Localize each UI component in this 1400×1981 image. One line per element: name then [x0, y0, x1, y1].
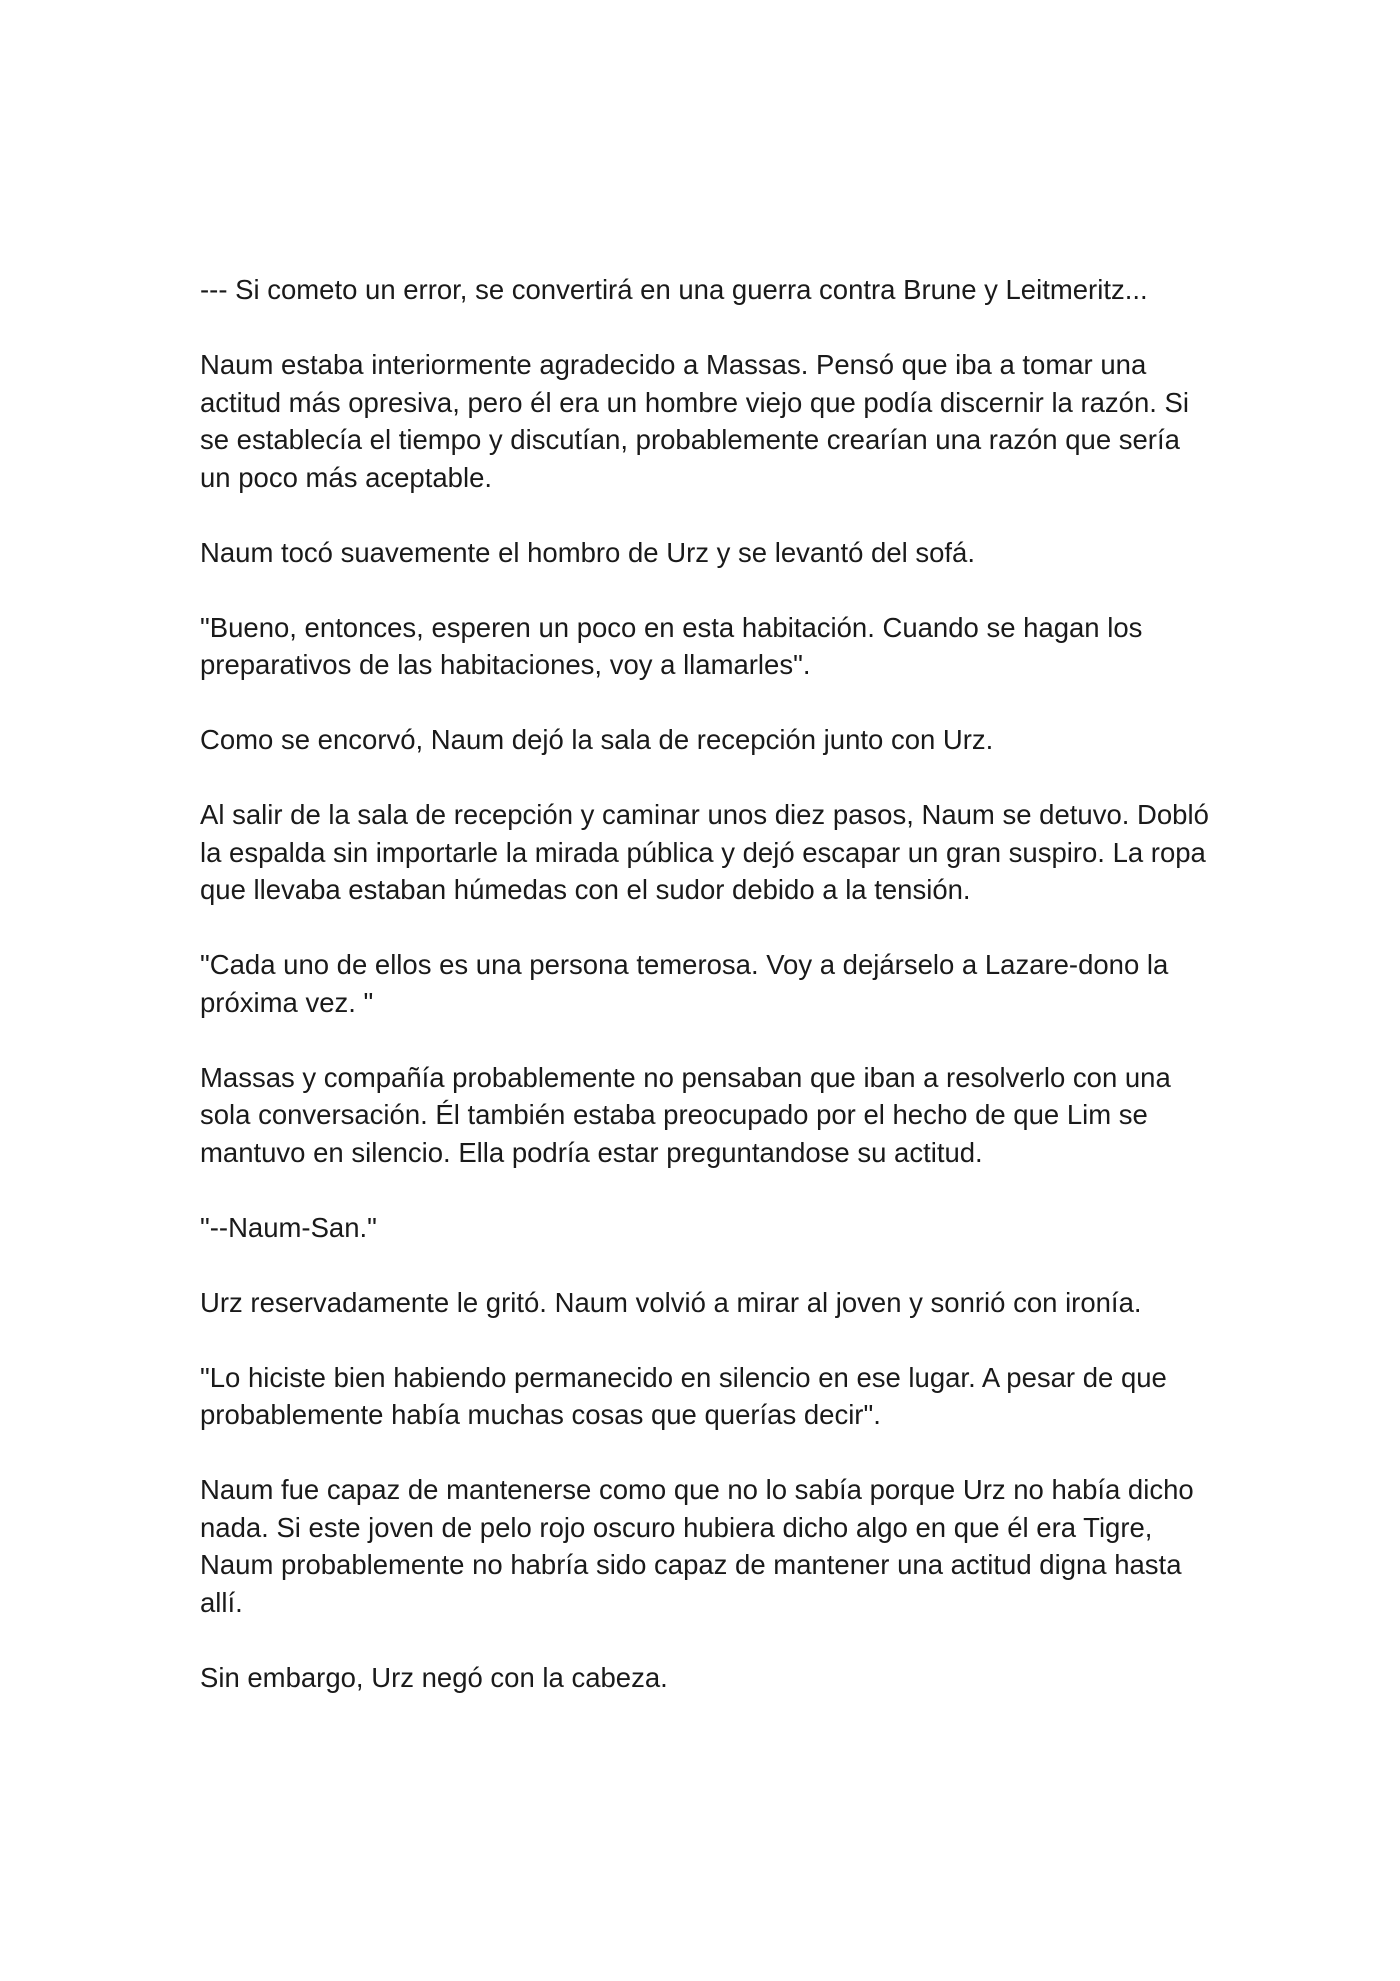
paragraph: "--Naum-San." — [200, 1211, 377, 1243]
paragraph: --- Si cometo un error, se convertirá en una guerra contra Brune y Leitmeritz... — [200, 274, 1148, 305]
paragraph: Como se encorvó, Naum dejó la sala de recepción junto con Urz. — [200, 724, 994, 755]
paragraph: "Cada uno de ellos es una persona temerosa. Voy a dejárselo a Lazare-dono la próxima vez. " — [200, 949, 1169, 1018]
paragraph: Massas y compañía probablemente no pensaban que iban a resolverlo con una sola conversación. Él también estaba preocupado por el hecho de que Lim se mantuvo en silencio. Ella podría estar preguntandose su actitud. — [200, 1061, 1171, 1168]
paragraph: Urz reservadamente le gritó. Naum volvió a mirar al joven y sonrió con ironía. — [200, 1286, 1142, 1318]
paragraph: "Bueno, entonces, esperen un poco en esta habitación. Cuando se hagan los preparativos de las habitaciones, voy a llamarles". — [200, 611, 1143, 680]
paragraph: Naum tocó suavemente el hombro de Urz y se levantó del sofá. — [200, 536, 975, 568]
document-body — [200, 271, 1210, 1734]
paragraph: Naum fue capaz de mantenerse como que no lo sabía porque Urz no había dicho nada. Si este joven de pelo rojo oscuro hubiera dicho algo en que él era Tigre, Naum probablemente no habría sido capaz de mantener una actitud digna hasta allí. — [200, 1474, 1194, 1618]
paragraph: "Lo hiciste bien habiendo permanecido en silencio en ese lugar. A pesar de que probablemente había muchas cosas que querías decir". — [200, 1361, 1167, 1430]
paragraph: Al salir de la sala de recepción y caminar unos diez pasos, Naum se detuvo. Dobló la espalda sin importarle la mirada pública y dejó escapar un gran suspiro. La ropa que llevaba estaban húmedas con el sudor debido a la tensión. — [200, 799, 1209, 905]
paragraph: Sin embargo, Urz negó con la cabeza. — [200, 1661, 668, 1693]
paragraph: Naum estaba interiormente agradecido a Massas. Pensó que iba a tomar una actitud más opresiva, pero él era un hombre viejo que podía discernir la razón. Si se establecía el tiempo y discutían, probablemente crearían una razón que sería un poco más aceptable. — [200, 349, 1190, 493]
